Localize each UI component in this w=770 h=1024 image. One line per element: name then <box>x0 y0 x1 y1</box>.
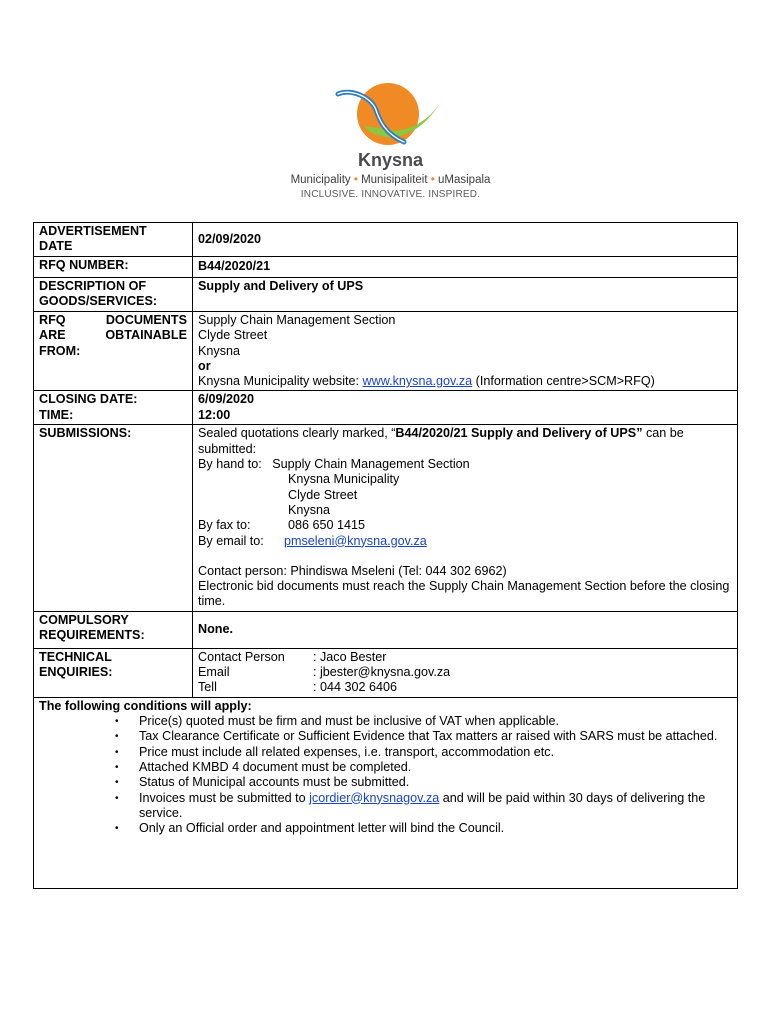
invoice-email-link[interactable]: jcordier@knysnagov.za <box>309 790 440 805</box>
by-hand-label: By hand to: <box>198 457 262 472</box>
logo-tagline: INCLUSIVE. INNOVATIVE. INSPIRED. <box>300 189 481 200</box>
closing-date-label: CLOSING DATE: <box>39 392 138 407</box>
by-hand-address-3: Clyde Street <box>288 487 358 502</box>
obtainable-label-2: ARE OBTAINABLE <box>39 328 187 343</box>
row-closing <box>34 391 738 425</box>
description-label-2: GOODS/SERVICES: <box>39 294 158 309</box>
rfq-table <box>33 222 738 889</box>
description-label: DESCRIPTION OF <box>39 279 147 293</box>
advertisement-date: 02/09/2020 <box>193 223 738 257</box>
rfq-number-value: B44/2020/21 <box>193 257 738 278</box>
by-hand-address-4: Knysna <box>288 502 331 517</box>
condition-item: • Price(s) quoted must be firm and must be inclusive of VAT when applicable. <box>139 714 732 729</box>
website-line: Knysna Municipality website: www.knysna.gov.za (Information centre>SCM>RFQ) <box>198 374 655 389</box>
by-hand-line: By hand to: Supply Chain Management Section <box>198 457 470 472</box>
condition-item: • Only an Official order and appointment letter will bind the Council. <box>139 821 732 836</box>
advertisement-label: ADVERTISEMENT <box>39 224 147 238</box>
description-value: Supply and Delivery of UPS <box>193 278 738 312</box>
closing-time-label: TIME: <box>39 407 74 422</box>
submissions-label: SUBMISSIONS: <box>34 425 193 611</box>
website-link[interactable]: www.knysna.gov.za <box>362 374 473 389</box>
technical-row: Contact Person : Jaco Bester <box>198 649 387 664</box>
electronic-note: Electronic bid documents must reach the Supply Chain Management Section before the closing time. <box>198 579 730 609</box>
advertisement-label-2: DATE <box>39 239 73 254</box>
technical-row: Tell : 044 302 6406 <box>198 680 398 695</box>
row-conditions <box>34 697 738 888</box>
technical-label: TECHNICAL <box>39 649 112 664</box>
row-rfq-number <box>34 257 738 278</box>
technical-row: Email : jbester@knysna.gov.za <box>198 665 451 680</box>
submissions-intro: Sealed quotations clearly marked, “B44/2020/21 Supply and Delivery of UPS” can be submitted: <box>198 426 684 456</box>
email-line: By email to: pmseleni@knysna.gov.za <box>198 533 427 548</box>
row-submissions <box>34 425 738 611</box>
condition-item: • Invoices must be submitted to jcordier@knysnagov.za and will be paid within 30 days of delivering the service. <box>139 791 732 822</box>
knysna-logo <box>268 78 513 206</box>
logo-subtitle: Municipality • Munisipaliteit • uMasipala <box>290 174 491 186</box>
row-advertisement-date <box>34 223 738 257</box>
by-hand-address-2: Knysna Municipality <box>288 472 400 487</box>
row-technical <box>34 648 738 697</box>
fax-number: 086 650 1415 <box>288 518 366 533</box>
fax-line: By fax to: 086 650 1415 <box>198 518 366 533</box>
closing-date: 6/09/2020 <box>198 392 255 407</box>
obtainable-line-2: Clyde Street <box>198 328 268 343</box>
condition-item: • Price must include all related expenses, i.e. transport, accommodation etc. <box>139 745 732 760</box>
row-description <box>34 278 738 312</box>
obtainable-line-3: Knysna <box>198 343 241 358</box>
email-link[interactable]: pmseleni@knysna.gov.za <box>284 533 427 548</box>
contact-person: Contact person: Phindiswa Mseleni (Tel: 044 302 6962) <box>198 563 507 578</box>
obtainable-label: RFQ DOCUMENTS <box>39 313 187 327</box>
compulsory-value: None. <box>193 611 738 648</box>
compulsory-label: COMPULSORY <box>39 612 129 627</box>
conditions-list <box>39 714 732 836</box>
obtainable-label-3: FROM: <box>39 343 81 358</box>
obtainable-line-1: Supply Chain Management Section <box>198 313 396 327</box>
rfq-number-label: RFQ NUMBER: <box>34 257 193 278</box>
technical-label-2: ENQUIRIES: <box>39 665 113 680</box>
conditions-heading: The following conditions will apply: <box>39 698 252 713</box>
row-obtainable <box>34 312 738 391</box>
compulsory-label-2: REQUIREMENTS: <box>39 628 145 643</box>
closing-time: 12:00 <box>198 407 231 422</box>
condition-item: • Attached KMBD 4 document must be completed. <box>139 760 732 775</box>
row-compulsory <box>34 611 738 648</box>
logo-name: Knysna <box>357 150 424 170</box>
knysna-emblem <box>268 78 513 150</box>
obtainable-or: or <box>198 358 211 373</box>
condition-item: • Tax Clearance Certificate or Sufficient Evidence that Tax matters ar raised with SARS must be attached. <box>139 729 732 744</box>
condition-item: • Status of Municipal accounts must be submitted. <box>139 775 732 790</box>
